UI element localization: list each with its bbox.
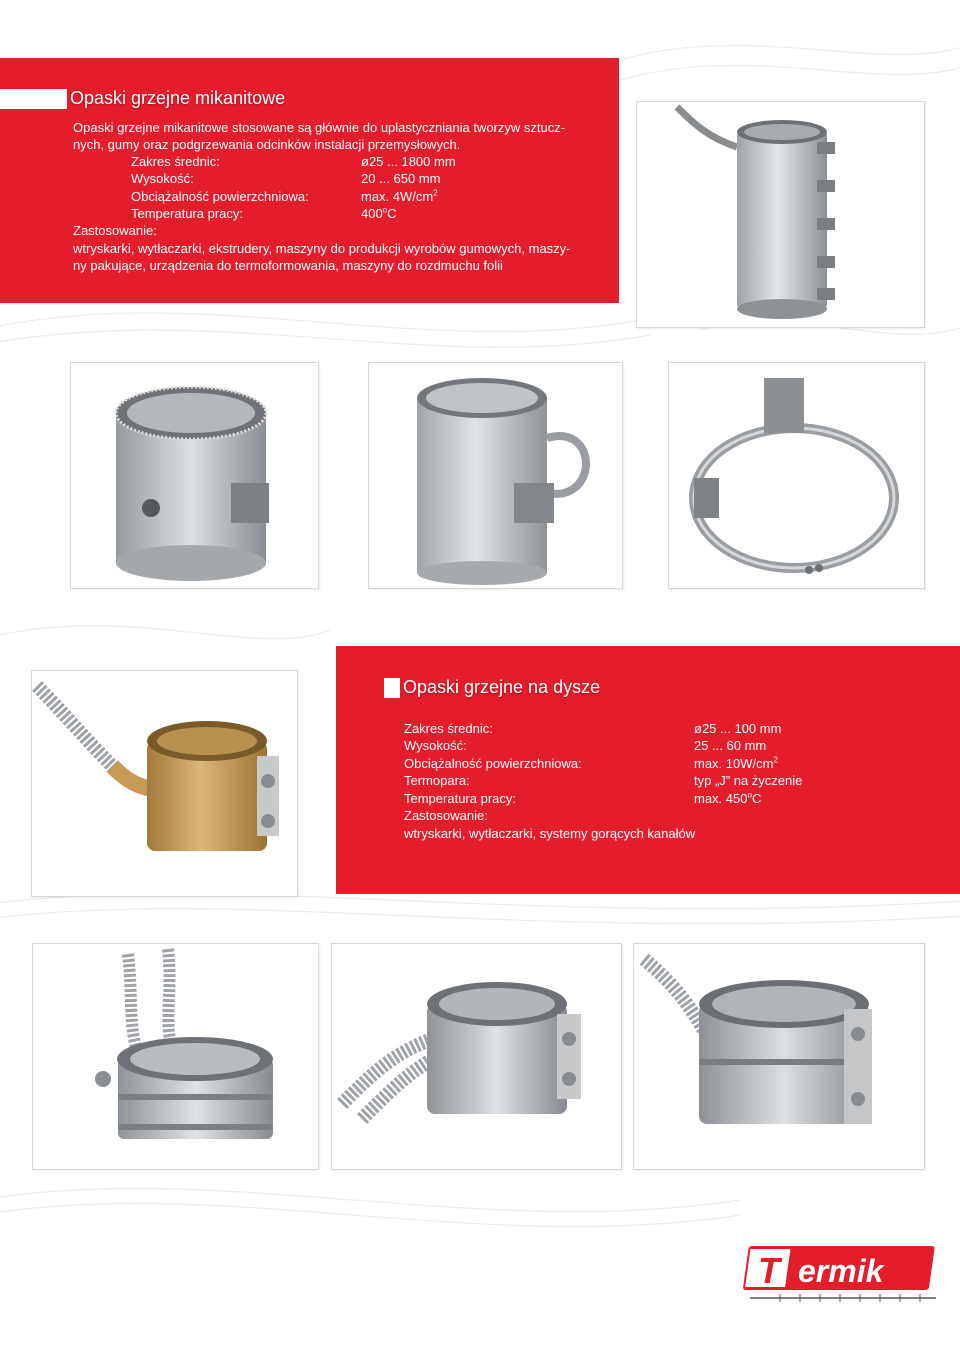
spec-label-diameter: Zakres średnic:	[131, 154, 220, 169]
nozzle-usage-line: wtryskarki, wytłaczarki, systemy gorących kanałów	[404, 826, 696, 841]
steel-nozzle-band-1-image	[33, 944, 318, 1169]
nozzle-spec-label-temperature: Temperatura pracy:	[404, 791, 516, 806]
mica-bands-info-panel	[0, 58, 619, 303]
usage-line-1: wtryskarki, wytłaczarki, ekstrudery, maszyny do produkcji wyrobów gumowych, maszy-	[73, 241, 571, 256]
nozzle-spec-label-thermocouple: Termopara:	[404, 773, 470, 788]
nozzle-spec-value-temperature: max. 450$^o$C	[694, 790, 762, 806]
thin-mica-ring-image	[669, 363, 924, 588]
spec-label-height: Wysokość:	[131, 171, 194, 186]
product-photo-thin-mica-ring	[668, 362, 925, 589]
logo-initial: T	[758, 1250, 780, 1291]
nozzle-spec-label-diameter: Zakres średnic:	[404, 721, 493, 736]
nozzle-spec-value-height: 25 ... 60 mm	[694, 738, 767, 753]
nozzle-bands-info-panel	[336, 646, 960, 894]
product-photo-steel-nozzle-band-1	[32, 943, 319, 1170]
termik-logo	[740, 1238, 940, 1310]
product-photo-mica-band-with-hole	[70, 362, 319, 589]
nozzle-spec-value-surface-load: max. $10W/cm^2$	[694, 755, 778, 771]
spec-value-height: 20 ... 650 mm	[361, 171, 441, 186]
termik-logo-mark	[740, 1238, 940, 1310]
mica-band-with-loop-image	[369, 363, 622, 588]
nozzle-spec-value-thermocouple: typ „J” na życzenie	[694, 773, 803, 788]
product-photo-steel-nozzle-band-3	[633, 943, 925, 1170]
nozzle-spec-value-diameter: ø25 ... 100 mm	[694, 721, 782, 736]
intro-line-1: Opaski grzejne mikanitowe stosowane są głównie do uplastyczniania tworzyw sztucz-	[73, 120, 566, 135]
tall-mica-band-image	[637, 102, 924, 327]
title-accent-tab	[0, 89, 67, 109]
title-accent-tab-2	[384, 678, 400, 698]
brass-nozzle-band-image	[32, 671, 297, 896]
steel-nozzle-band-3-image	[634, 944, 924, 1169]
product-photo-brass-nozzle-band	[31, 670, 298, 897]
nozzle-spec-label-surface-load: Obciążalność powierzchniowa:	[404, 756, 582, 771]
usage-label: Zastosowanie:	[73, 223, 157, 238]
spec-label-surface-load: Obciążalność powierzchniowa:	[131, 189, 309, 204]
spec-label-temperature: Temperatura pracy:	[131, 206, 243, 221]
spec-value-temperature: 400$^o$C	[361, 205, 397, 221]
logo-text: ermik	[798, 1253, 884, 1289]
section-title-nozzle-bands: Opaski grzejne na dysze	[403, 677, 601, 697]
mica-band-with-hole-image	[71, 363, 318, 588]
product-photo-mica-band-with-loop	[368, 362, 623, 589]
product-photo-tall-mica-band	[636, 101, 925, 328]
spec-value-diameter: ø25 ... 1800 mm	[361, 154, 456, 169]
nozzle-usage-label: Zastosowanie:	[404, 808, 488, 823]
intro-line-2: nych, gumy oraz podgrzewania odcinków instalacji przemysłowych.	[73, 137, 461, 152]
spec-value-surface-load: max. $4W/cm^2$	[361, 188, 438, 204]
usage-line-2: ny pakujące, urządzenia do termoformowania, maszyny do rozdmuchu folii	[73, 258, 503, 273]
steel-nozzle-band-2-image	[332, 944, 621, 1169]
section-title-mica-bands: Opaski grzejne mikanitowe	[70, 88, 286, 108]
nozzle-spec-label-height: Wysokość:	[404, 738, 467, 753]
product-photo-steel-nozzle-band-2	[331, 943, 622, 1170]
